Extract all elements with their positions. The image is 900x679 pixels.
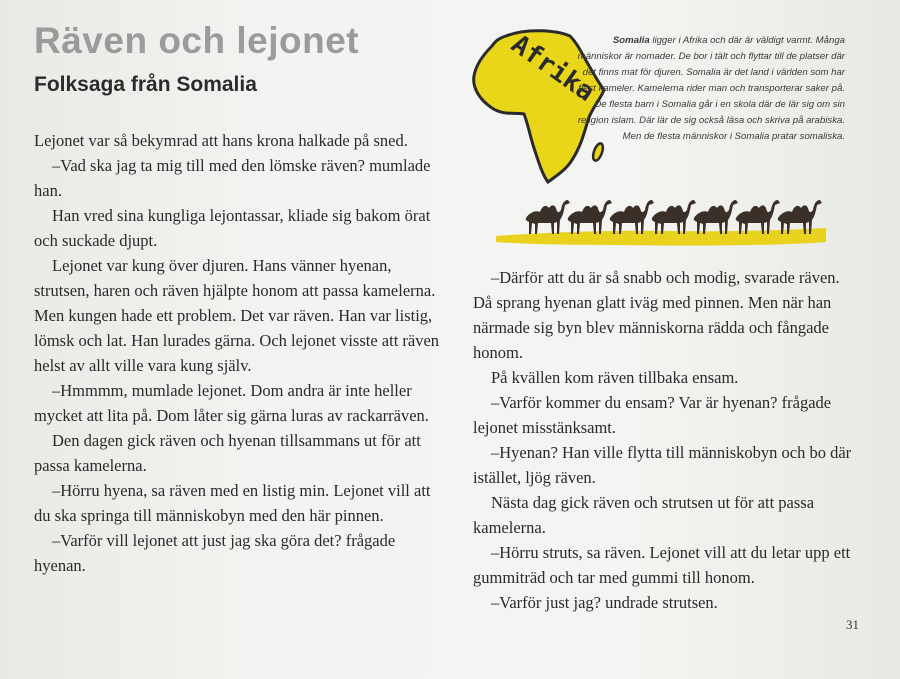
page-subtitle: Folksaga från Somalia [34,73,257,96]
info-bold-word: Somalia [612,35,650,46]
somalia-info-box [575,33,845,145]
info-text: ligger i Afrika och där är väldigt varmt. Många människor är nomader. De bor i tält och flyttar till de platser där det finns mat för djuren. Somalia är det land i världen som har flest kameler. Kamelerna rider man och transporterar saker på. De flesta barn i Somalia går i en skola där de lär sig om sin religion islam. Där lär de sig också läsa och skriva på arabiska. Men de flesta människor i Somalia pratar somaliska. [577,35,845,142]
paragraph: –Hörru hyena, sa räven med en listig min. Lejonet vill att du ska springa till människobyn med den här pinnen. [34,481,431,525]
paragraph: Lejonet var kung över djuren. Hans vänner hyenan, strutsen, haren och räven hjälpte honom att passa kamelerna. Men kungen hade ett problem. Det var räven. Han var listig, lömsk och lat. Han lurades gärna. Och lejonet visste att räven helst av allt ville vara kung själv. [34,256,440,375]
paragraph: Den dagen gick räven och hyenan tillsammans ut för att passa kamelerna. [34,431,421,475]
camel-figure [736,200,780,234]
camel-caravan-illustration [492,194,828,250]
madagascar-shape [591,142,605,162]
paragraph: –Hmmmm, mumlade lejonet. Dom andra är inte heller mycket att lita på. Dom låter sig gärna luras av rackarräven. [34,381,429,425]
camel-figure [610,200,654,234]
map-label: Afrika [505,29,600,108]
paragraph: –Varför vill lejonet att just jag ska göra det? frågade hyenan. [34,531,396,575]
camel-figure [526,200,570,234]
paragraph: Nästa dag gick räven och strutsen ut för att passa kamelerna. [473,493,815,537]
paragraph: –Hörru struts, sa räven. Lejonet vill att du letar upp ett gummiträd och tar med gummi till honom. [473,543,851,587]
paragraph: –Varför kommer du ensam? Var är hyenan? frågade lejonet misstänksamt. [473,393,832,437]
story-left-column [34,128,442,578]
paragraph: Lejonet var så bekymrad att hans krona halkade på sned. [34,131,408,150]
paragraph: Han vred sina kungliga lejontassar, kliade sig bakom örat och suckade djupt. [34,206,431,250]
camel-figure [568,200,612,234]
paragraph: –Varför just jag? undrade strutsen. [491,593,718,612]
camel-group [526,200,822,234]
page-title: Räven och lejonet [34,20,360,61]
paragraph: –Hyenan? Han ville flytta till människobyn och bo där istället, ljög räven. [473,443,852,487]
paragraph: –Vad ska jag ta mig till med den lömske räven? mumlade han. [34,156,431,200]
page-number: 31 [846,617,859,632]
camel-figure [694,200,738,234]
story-right-column [473,265,863,615]
paragraph: På kvällen kom räven tillbaka ensam. [491,368,739,387]
camel-figure [652,200,696,234]
paragraph: –Därför att du är så snabb och modig, svarade räven. Då sprang hyenan glatt iväg med pinnen. Men när han närmade sig byn blev människorna rädda och fångade honom. [473,268,840,362]
